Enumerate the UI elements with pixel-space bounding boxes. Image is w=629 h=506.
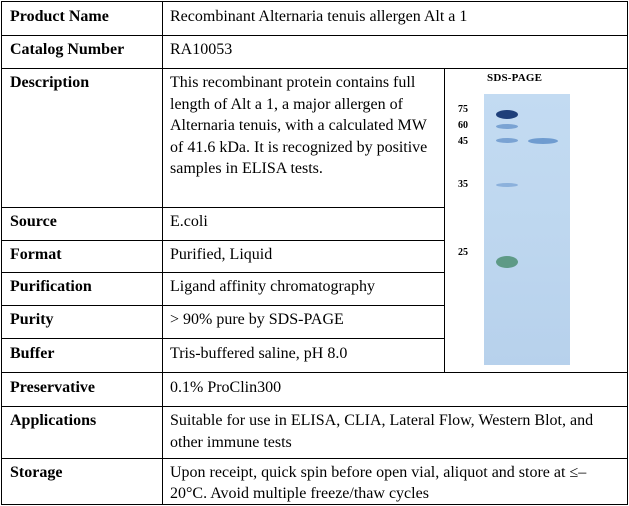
table-border-left: [1, 1, 2, 505]
label-product-name: Product Name: [10, 8, 109, 25]
value-purification: Ligand affinity chromatography: [170, 278, 375, 295]
ladder-band-25: [496, 256, 518, 268]
label-format: Format: [10, 246, 62, 263]
row-divider: [1, 372, 628, 373]
table-border-bottom: [1, 504, 628, 505]
marker-label-60: 60: [458, 120, 468, 131]
sds-page-gel-image: [484, 94, 570, 365]
row-divider: [1, 207, 444, 208]
label-description: Description: [10, 74, 90, 91]
row-divider: [1, 35, 628, 36]
value-description: This recombinant protein contains full length of Alt a 1, a major allergen of Alternaria tenuis, with a calculated MW of 41.6 kDa. It is recognized by positive samples in ELISA tests.: [170, 74, 428, 177]
row-divider: [1, 68, 628, 69]
table-border-top: [1, 1, 628, 2]
marker-label-35: 35: [458, 179, 468, 190]
gel-column-divider: [444, 68, 445, 373]
ladder-lane: [496, 94, 518, 365]
value-buffer: Tris-buffered saline, pH 8.0: [170, 345, 348, 362]
label-purification: Purification: [10, 278, 92, 295]
label-applications: Applications: [10, 412, 97, 429]
marker-label-75: 75: [458, 104, 468, 115]
row-divider: [1, 406, 628, 407]
value-catalog-number: RA10053: [170, 41, 233, 58]
label-buffer: Buffer: [10, 345, 55, 362]
value-source: E.coli: [170, 213, 208, 230]
value-preservative: 0.1% ProClin300: [170, 379, 282, 396]
marker-label-45: 45: [458, 136, 468, 147]
row-divider: [1, 338, 444, 339]
ladder-band-60: [496, 124, 518, 129]
row-divider: [1, 240, 444, 241]
value-product-name: Recombinant Alternaria tenuis allergen Alt a 1: [170, 8, 468, 25]
sample-band: [528, 138, 558, 144]
sds-page-title: SDS-PAGE: [487, 72, 543, 84]
label-catalog-number: Catalog Number: [10, 41, 125, 58]
product-spec-table: [1, 1, 628, 505]
row-divider: [1, 272, 444, 273]
ladder-band-75: [496, 110, 518, 119]
label-preservative: Preservative: [10, 379, 95, 396]
value-applications: Suitable for use in ELISA, CLIA, Lateral Flow, Western Blot, and other immune tests: [170, 412, 594, 451]
label-purity: Purity: [10, 311, 54, 328]
value-purity: > 90% pure by SDS-PAGE: [170, 311, 344, 328]
label-storage: Storage: [10, 464, 63, 481]
row-divider: [1, 458, 628, 459]
label-source: Source: [10, 213, 57, 230]
row-divider: [1, 305, 444, 306]
ladder-band-35: [496, 183, 518, 187]
marker-label-25: 25: [458, 247, 468, 258]
sample-lane: [528, 94, 558, 365]
value-storage: Upon receipt, quick spin before open vial, aliquot and store at ≤–20°C. Avoid multiple freeze/thaw cycles: [170, 464, 587, 502]
value-format: Purified, Liquid: [170, 246, 273, 263]
column-divider: [162, 1, 163, 505]
table-border-right: [627, 1, 628, 505]
ladder-band-45: [496, 138, 518, 143]
